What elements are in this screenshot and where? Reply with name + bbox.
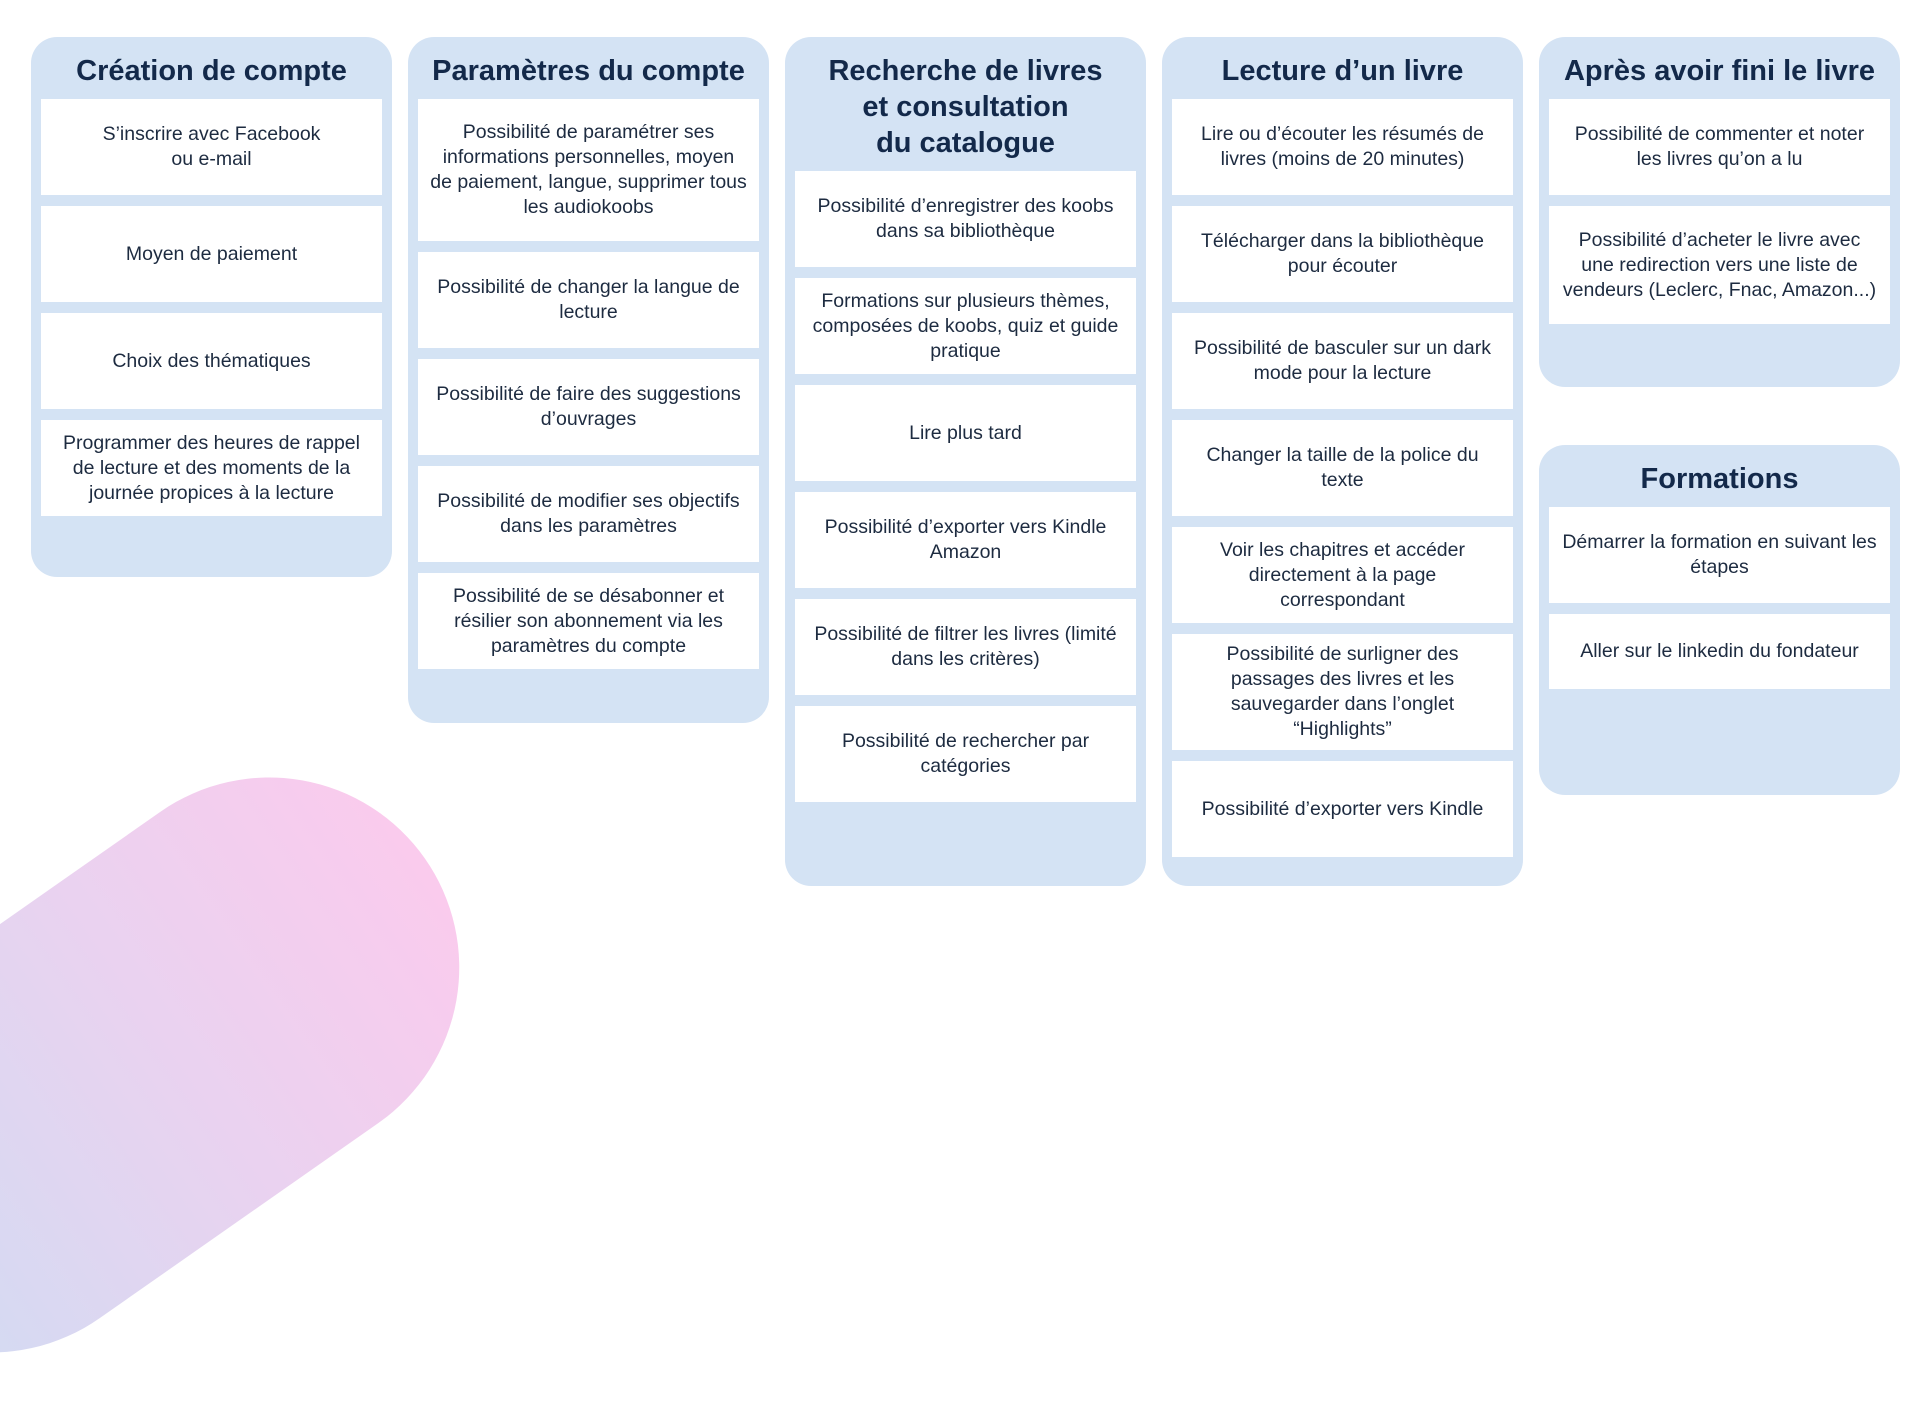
card: Possibilité de filtrer les livres (limité dans les critères) — [795, 599, 1136, 695]
decorative-gradient-shape — [0, 703, 534, 1427]
card: Possibilité de paramétrer ses informations personnelles, moyen de paiement, langue, supprimer tous les audiokoobs — [418, 99, 759, 241]
card: Choix des thématiques — [41, 313, 382, 409]
card: Démarrer la formation en suivant les étapes — [1549, 507, 1890, 603]
card: Possibilité d’acheter le livre avec une redirection vers une liste de vendeurs (Leclerc, Fnac, Amazon...) — [1549, 206, 1890, 324]
card: Possibilité d’exporter vers Kindle — [1172, 761, 1513, 857]
column-lecture-livre — [1162, 37, 1523, 886]
card: Lire ou d’écouter les résumés de livres (moins de 20 minutes) — [1172, 99, 1513, 195]
card: Voir les chapitres et accéder directement à la page correspondant — [1172, 527, 1513, 623]
card: Possibilité d’enregistrer des koobs dans sa bibliothèque — [795, 171, 1136, 267]
card: Possibilité de faire des suggestions d’ouvrages — [418, 359, 759, 455]
card: Possibilité de basculer sur un dark mode pour la lecture — [1172, 313, 1513, 409]
card: Possibilité de surligner des passages des livres et les sauvegarder dans l’onglet “Highlights” — [1172, 634, 1513, 750]
column-apres-livre — [1539, 37, 1900, 387]
card: Aller sur le linkedin du fondateur — [1549, 614, 1890, 689]
column-title: Lecture d’un livre — [1221, 55, 1464, 87]
column-title: Création de compte — [76, 55, 347, 87]
column-title: Formations — [1640, 463, 1799, 495]
column-creation-compte — [31, 37, 392, 577]
card: Formations sur plusieurs thèmes, composées de koobs, quiz et guide pratique — [795, 278, 1136, 374]
card: Possibilité de rechercher par catégories — [795, 706, 1136, 802]
card: Moyen de paiement — [41, 206, 382, 302]
card: S’inscrire avec Facebook ou e-mail — [41, 99, 382, 195]
column-title: Recherche de livres et consultation du catalogue — [828, 55, 1103, 159]
card: Programmer des heures de rappel de lecture et des moments de la journée propices à la lecture — [41, 420, 382, 516]
column-title: Paramètres du compte — [432, 55, 745, 87]
column-title: Après avoir fini le livre — [1563, 55, 1876, 87]
column-formations — [1539, 445, 1900, 795]
card: Possibilité de se désabonner et résilier son abonnement via les paramètres du compte — [418, 573, 759, 669]
card: Possibilité d’exporter vers Kindle Amazon — [795, 492, 1136, 588]
column-parametres-compte — [408, 37, 769, 723]
card: Lire plus tard — [795, 385, 1136, 481]
card: Possibilité de commenter et noter les livres qu’on a lu — [1549, 99, 1890, 195]
card: Télécharger dans la bibliothèque pour écouter — [1172, 206, 1513, 302]
column-recherche-livres — [785, 37, 1146, 886]
card: Possibilité de changer la langue de lecture — [418, 252, 759, 348]
card: Changer la taille de la police du texte — [1172, 420, 1513, 516]
card: Possibilité de modifier ses objectifs dans les paramètres — [418, 466, 759, 562]
